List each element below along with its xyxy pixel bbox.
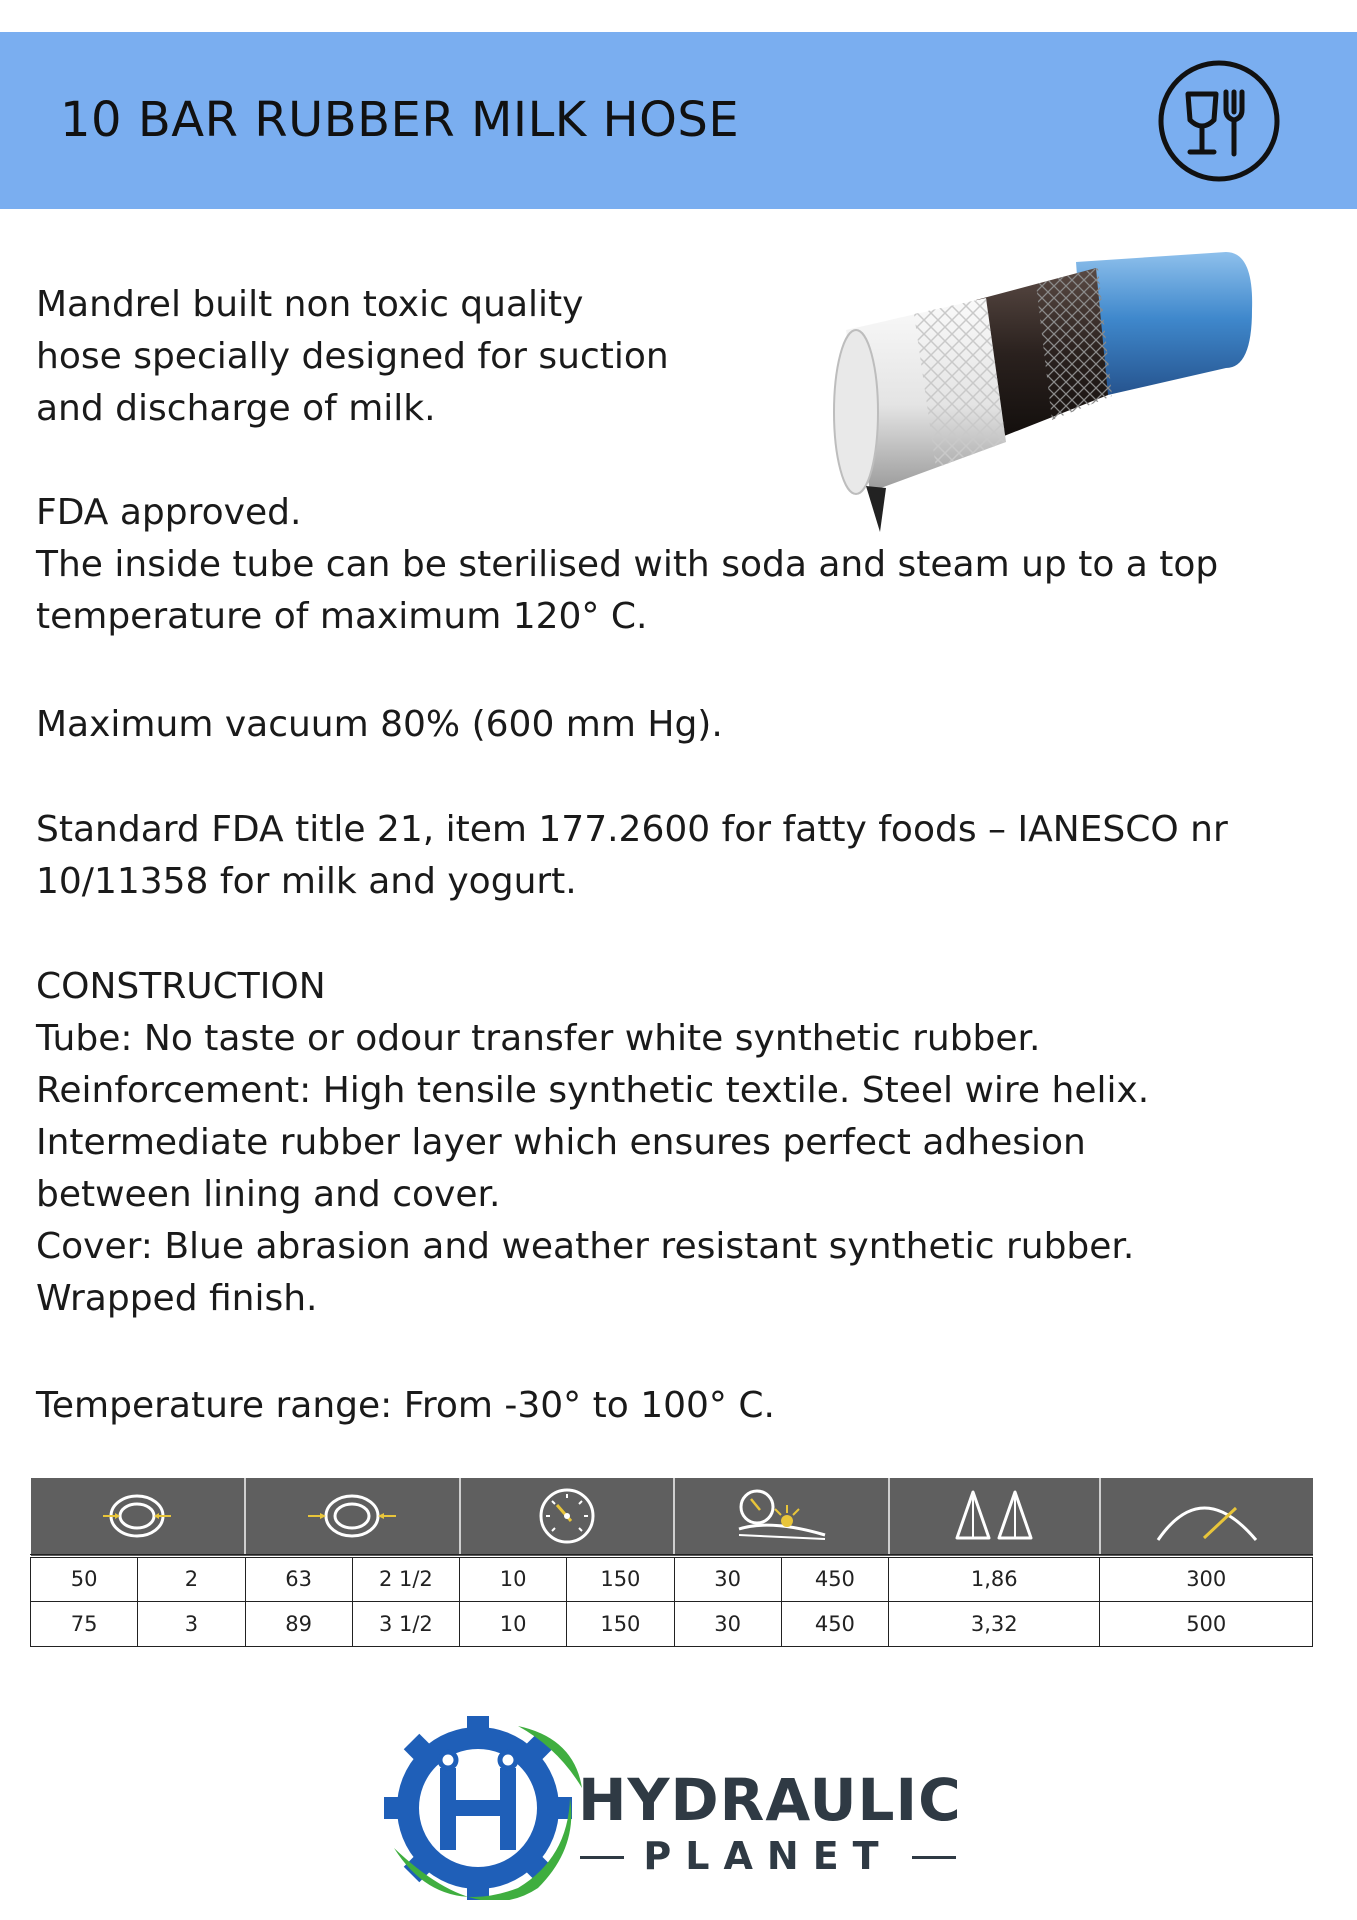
weight-icon [889, 1478, 1100, 1556]
table-cell: 75 [31, 1601, 138, 1646]
table-cell: 450 [781, 1601, 888, 1646]
temperature-text: Temperature range: From -30° to 100° C. [36, 1385, 775, 1426]
construction-text: CONSTRUCTION Tube: No taste or odour transfer white synthetic rubber. Reinforcement: High tensile synthetic textile. Steel wire helix. Intermediate rubber layer which ensures perfect adhesion between lining and cover. Cover: Blue abrasion and weather resistant synthetic rubber. Wrapped finish. [36, 966, 1150, 1319]
table-row [31, 1601, 1313, 1646]
table-cell: 10 [460, 1556, 567, 1601]
table-row [31, 1556, 1313, 1601]
bend-radius-icon [1100, 1478, 1313, 1556]
logo-wordmark-planet: PLANET [580, 1834, 956, 1878]
table-cell: 2 1/2 [352, 1556, 459, 1601]
table-cell: 30 [674, 1556, 781, 1601]
table-cell: 300 [1100, 1556, 1313, 1601]
table-cell: 30 [674, 1601, 781, 1646]
fda-text: FDA approved. The inside tube can be sterilised with soda and steam up to a top temperature of maximum 120° C. [36, 492, 1219, 637]
table-cell: 3 1/2 [352, 1601, 459, 1646]
table-cell: 50 [31, 1556, 138, 1601]
table-cell: 63 [245, 1556, 352, 1601]
spec-table [30, 1478, 1313, 1647]
table-cell: 2 [138, 1556, 245, 1601]
intro-text: Mandrel built non toxic quality hose specially designed for suction and discharge of milk. [36, 284, 669, 429]
table-cell: 10 [460, 1601, 567, 1646]
table-cell: 1,86 [889, 1556, 1100, 1601]
outer-diameter-icon [245, 1478, 460, 1556]
table-cell: 150 [567, 1601, 674, 1646]
logo-wordmark-hydraulic: HYDRAULIC [578, 1766, 962, 1834]
table-cell: 500 [1100, 1601, 1313, 1646]
table-cell: 150 [567, 1556, 674, 1601]
inner-diameter-icon [31, 1478, 246, 1556]
vacuum-text: Maximum vacuum 80% (600 mm Hg). [36, 704, 723, 745]
page-title: 10 BAR RUBBER MILK HOSE [60, 92, 740, 148]
table-cell: 3,32 [889, 1601, 1100, 1646]
table-cell: 3 [138, 1601, 245, 1646]
working-pressure-gauge-icon [460, 1478, 675, 1556]
table-cell: 450 [781, 1556, 888, 1601]
table-cell: 89 [245, 1601, 352, 1646]
food-safe-glass-fork-icon [1156, 58, 1282, 184]
standard-text: Standard FDA title 21, item 177.2600 for fatty foods – IANESCO nr 10/11358 for milk and yogurt. [36, 809, 1228, 902]
burst-pressure-gauge-icon [674, 1478, 889, 1556]
table-header-row [31, 1478, 1313, 1556]
